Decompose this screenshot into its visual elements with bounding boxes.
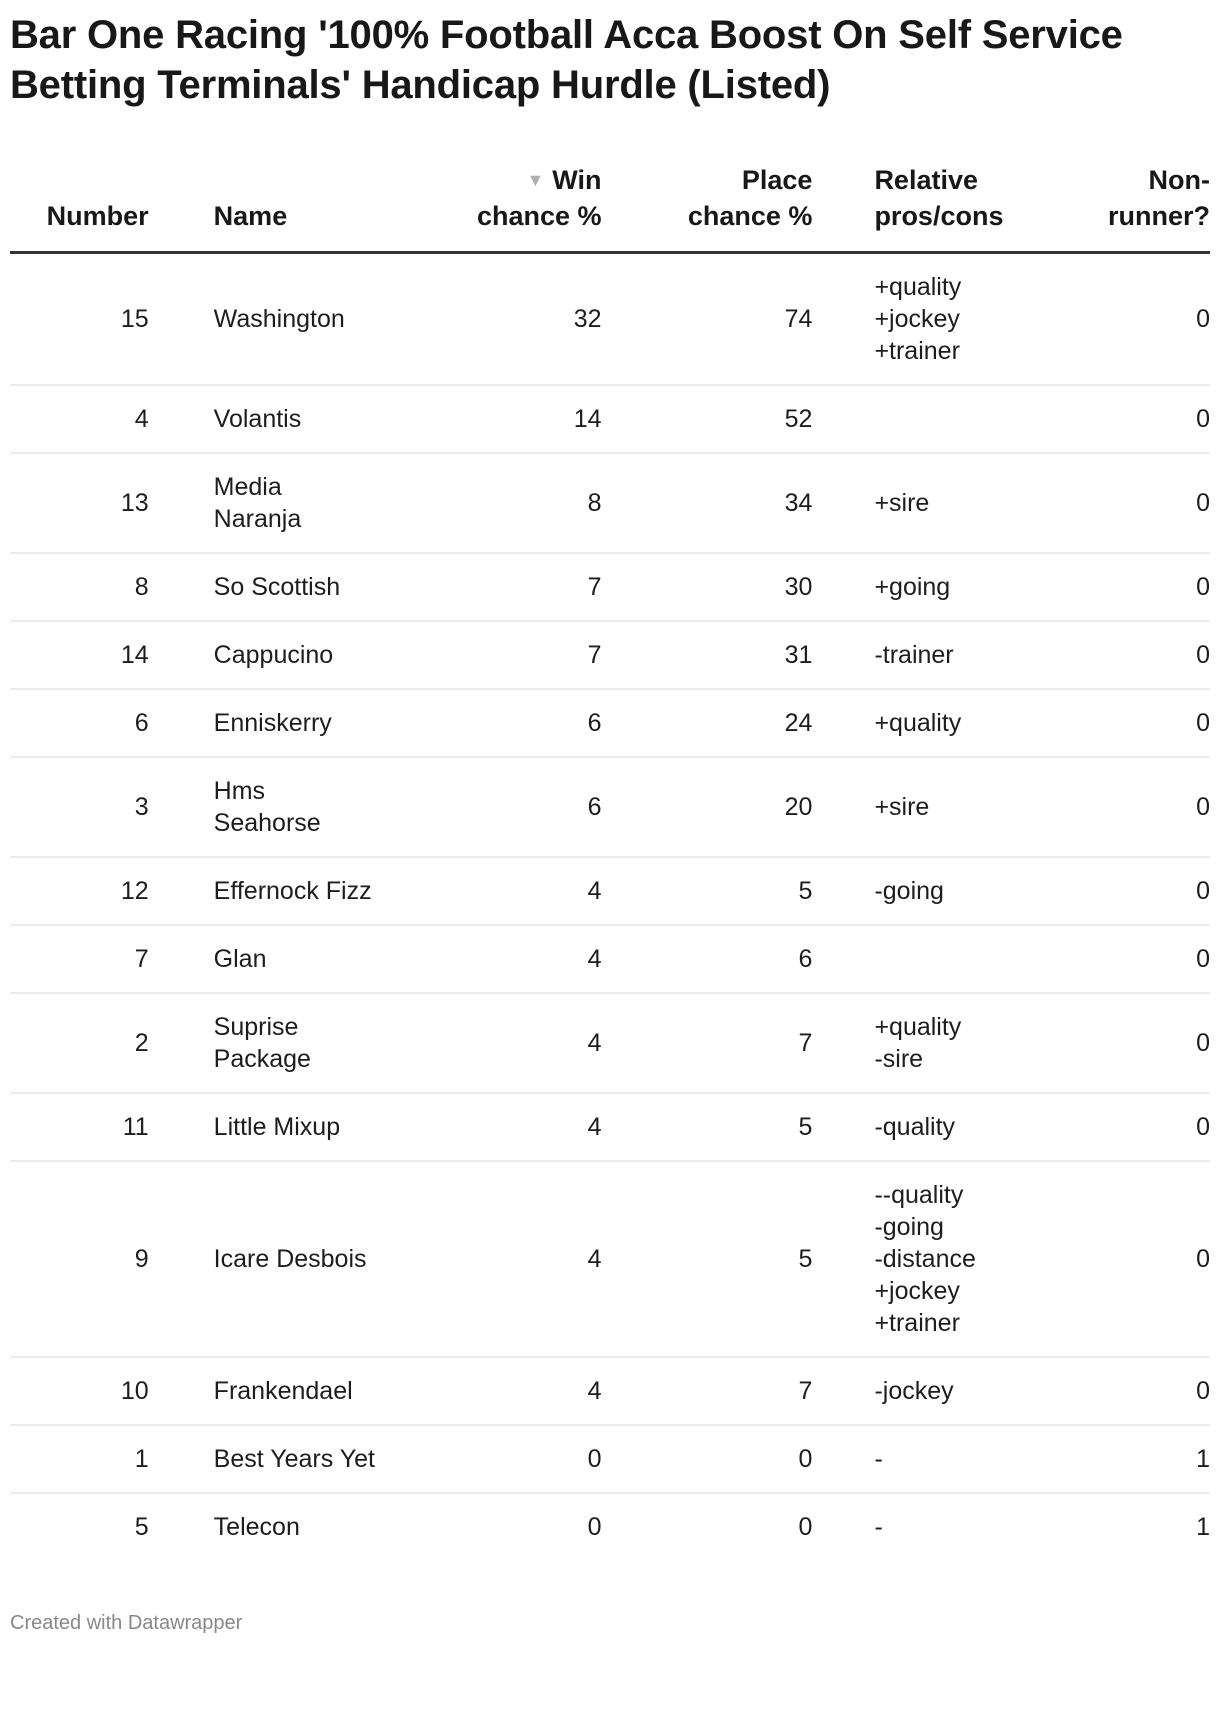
- cell-name: [159, 993, 428, 1093]
- cell-win-chance: 4: [428, 1357, 602, 1425]
- cell-place-chance: 5: [602, 857, 813, 925]
- table-row: [10, 621, 1210, 689]
- column-header-win-chance[interactable]: [428, 162, 602, 253]
- column-header-nr-line1: Non-: [1148, 165, 1210, 195]
- cell-place-chance: 0: [602, 1425, 813, 1493]
- cell-number: 9: [10, 1161, 159, 1357]
- cell-win-chance: 7: [428, 553, 602, 621]
- cell-win-chance: 8: [428, 453, 602, 553]
- table-row: [10, 553, 1210, 621]
- cell-relative: [812, 1425, 1078, 1493]
- cell-win-chance: 4: [428, 1093, 602, 1161]
- cell-place-chance: 24: [602, 689, 813, 757]
- cell-non-runner: 0: [1078, 1093, 1210, 1161]
- cell-non-runner: 0: [1078, 385, 1210, 453]
- relative-factor: +going: [874, 573, 951, 601]
- cell-win-chance: 0: [587, 1513, 602, 1541]
- relative-factor: -going: [874, 877, 944, 905]
- cell-name: Cappucino: [159, 621, 428, 689]
- table-row: [10, 385, 1210, 453]
- relative-factor: -sire: [874, 1045, 924, 1073]
- cell-place-chance: 52: [602, 385, 813, 453]
- cell-win-chance: 4: [428, 925, 602, 993]
- cell-place-chance: 7: [602, 1357, 813, 1425]
- cell-non-runner: 0: [1078, 857, 1210, 925]
- cell-win-chance: 4: [428, 1161, 602, 1357]
- cell-number: 11: [10, 1093, 159, 1161]
- relative-factor: +sire: [874, 793, 930, 821]
- column-header-non-runner[interactable]: [1078, 162, 1210, 253]
- cell-place-chance: 5: [602, 1161, 813, 1357]
- relative-factor: +sire: [874, 489, 930, 517]
- cell-place-chance: 5: [602, 1093, 813, 1161]
- column-header-win-line1: Win: [552, 165, 602, 195]
- table-row: [10, 453, 1210, 553]
- name-part: Naranja: [213, 505, 302, 533]
- cell-win-chance: 4: [428, 857, 602, 925]
- cell-place-chance: 34: [602, 453, 813, 553]
- cell-place-chance: 0: [798, 1513, 813, 1541]
- cell-number: 14: [10, 621, 159, 689]
- cell-relative: [812, 253, 1078, 386]
- cell-name: Glan: [159, 925, 428, 993]
- race-table: [10, 162, 1210, 1560]
- column-header-relative[interactable]: [812, 162, 1078, 253]
- relative-factor: -: [874, 1445, 883, 1473]
- cell-name: Best Years Yet: [159, 1425, 428, 1493]
- cell-relative: [812, 993, 1078, 1093]
- cell-win-chance: 6: [428, 689, 602, 757]
- cell-name: So Scottish: [159, 553, 428, 621]
- cell-number: 4: [10, 385, 159, 453]
- cell-non-runner: 0: [1078, 689, 1210, 757]
- cell-relative: [812, 385, 1078, 453]
- cell-relative: [812, 1493, 1078, 1560]
- cell-place-chance: 6: [602, 925, 813, 993]
- cell-win-chance: 7: [428, 621, 602, 689]
- relative-factor: +quality: [874, 273, 962, 301]
- table-row: [10, 1425, 1210, 1493]
- cell-name: Frankendael: [159, 1357, 428, 1425]
- cell-non-runner: 1: [1196, 1513, 1210, 1541]
- relative-factor: +jockey: [874, 305, 960, 333]
- cell-relative: [812, 925, 1078, 993]
- relative-factor: -quality: [874, 1113, 956, 1141]
- cell-place-chance: 74: [602, 253, 813, 386]
- cell-win-chance: 4: [428, 993, 602, 1093]
- column-header-nr-line2: runner?: [1107, 201, 1210, 231]
- cell-name: [159, 453, 428, 553]
- column-header-number[interactable]: Number: [10, 162, 159, 253]
- cell-non-runner: 0: [1078, 1357, 1210, 1425]
- cell-non-runner: 0: [1078, 1161, 1210, 1357]
- cell-non-runner: 0: [1078, 757, 1210, 857]
- cell-name: Effernock Fizz: [159, 857, 428, 925]
- cell-relative: [812, 553, 1078, 621]
- name-part: Suprise: [213, 1013, 299, 1041]
- table-row: [10, 993, 1210, 1093]
- cell-number: 3: [10, 757, 159, 857]
- cell-number: 8: [10, 553, 159, 621]
- cell-non-runner: 0: [1078, 621, 1210, 689]
- cell-win-chance: 14: [428, 385, 602, 453]
- name-part: Hms: [213, 777, 266, 805]
- relative-factor: +trainer: [874, 337, 960, 365]
- cell-non-runner: 1: [1078, 1425, 1210, 1493]
- column-header-rel-line1: Relative: [874, 165, 978, 195]
- table-row: [10, 689, 1210, 757]
- cell-number: 12: [10, 857, 159, 925]
- relative-factor: +quality: [874, 709, 962, 737]
- relative-factor: +trainer: [874, 1309, 960, 1337]
- name-part: Package: [213, 1045, 311, 1073]
- cell-non-runner: 0: [1078, 553, 1210, 621]
- column-header-win-line2: chance %: [476, 201, 602, 231]
- relative-factor: -trainer: [874, 641, 954, 669]
- cell-relative: [812, 689, 1078, 757]
- relative-factor: -distance: [874, 1245, 976, 1273]
- cell-non-runner: 0: [1078, 253, 1210, 386]
- cell-relative: [812, 453, 1078, 553]
- table-row: [10, 757, 1210, 857]
- footer-credit: Created with Datawrapper: [10, 1612, 243, 1634]
- cell-number: 1: [10, 1425, 159, 1493]
- cell-name: Washington: [159, 253, 428, 386]
- cell-name: [159, 757, 428, 857]
- page-title: Bar One Racing '100% Football Acca Boost On Self Service Betting Terminals' Handicap Hurdle (Listed): [10, 13, 1123, 107]
- cell-relative: [812, 1161, 1078, 1357]
- cell-number: 15: [10, 253, 159, 386]
- cell-name: Icare Desbois: [159, 1161, 428, 1357]
- column-header-place-chance[interactable]: [602, 162, 813, 253]
- column-header-rel-line2: pros/cons: [874, 201, 1004, 231]
- cell-place-chance: 31: [602, 621, 813, 689]
- cell-win-chance: 6: [428, 757, 602, 857]
- cell-relative: [812, 857, 1078, 925]
- table-body: [10, 253, 1210, 1561]
- cell-relative: [812, 621, 1078, 689]
- cell-place-chance: 30: [602, 553, 813, 621]
- cell-number: 2: [10, 993, 159, 1093]
- cell-win-chance: 0: [428, 1425, 602, 1493]
- cell-relative: [812, 1357, 1078, 1425]
- cell-number: 5: [134, 1513, 149, 1541]
- triangle-down-icon: ▼: [526, 170, 545, 190]
- table-row: [10, 1493, 1210, 1560]
- cell-number: 10: [10, 1357, 159, 1425]
- table-row: [10, 925, 1210, 993]
- cell-number: 7: [10, 925, 159, 993]
- table-row: [10, 253, 1210, 386]
- relative-factor: -going: [874, 1213, 944, 1241]
- table-header-row: [10, 162, 1210, 253]
- relative-factor: -: [874, 1513, 883, 1541]
- relative-factor: --quality: [874, 1181, 964, 1209]
- table-row: [10, 1161, 1210, 1357]
- cell-number: 6: [10, 689, 159, 757]
- column-header-place-line1: Place: [741, 165, 813, 195]
- cell-place-chance: 20: [602, 757, 813, 857]
- relative-factor: +jockey: [874, 1277, 960, 1305]
- cell-name: Telecon: [213, 1513, 300, 1541]
- cell-name: Little Mixup: [159, 1093, 428, 1161]
- relative-factor: -jockey: [874, 1377, 954, 1405]
- cell-non-runner: 0: [1078, 993, 1210, 1093]
- name-part: Seahorse: [213, 809, 321, 837]
- name-part: Media: [213, 473, 282, 501]
- cell-name: Enniskerry: [159, 689, 428, 757]
- cell-number: 13: [10, 453, 159, 553]
- column-header-place-line2: chance %: [687, 201, 813, 231]
- relative-factor: +quality: [874, 1013, 962, 1041]
- table-row: [10, 1093, 1210, 1161]
- column-header-name[interactable]: Name: [159, 162, 428, 253]
- cell-place-chance: 7: [602, 993, 813, 1093]
- table-row: [10, 857, 1210, 925]
- cell-name: Volantis: [159, 385, 428, 453]
- cell-relative: [812, 1093, 1078, 1161]
- table-row: [10, 1357, 1210, 1425]
- cell-non-runner: 0: [1078, 925, 1210, 993]
- cell-relative: [812, 757, 1078, 857]
- cell-non-runner: 0: [1078, 453, 1210, 553]
- cell-win-chance: 32: [428, 253, 602, 386]
